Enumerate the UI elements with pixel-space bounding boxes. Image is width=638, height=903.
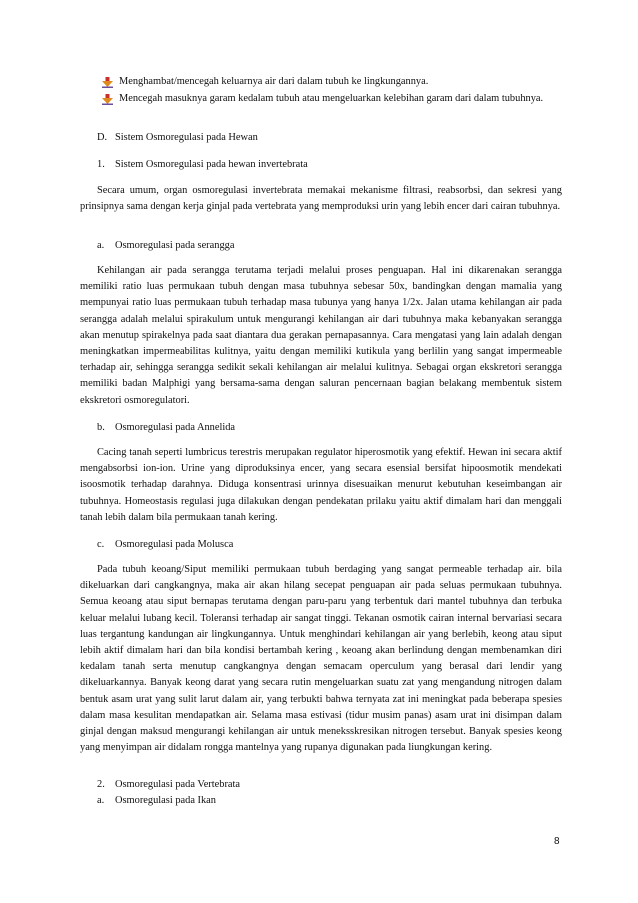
paragraph-annelida: Cacing tanah seperti lumbricus terestris merupakan regulator hiperosmotik yang efektif. Hewan ini secara aktif mengabsorbsi ion-ion. Urine yang diproduksinya encer, yang secara esensial bersifat hipoosmotik mendekati isoosmotik terhadap darahnya. Diduga konsentrasi urinnya disesuaikan menurut kebutuhan keseimbangan air tubuhnya. Homeostasis regulasi juga dilakukan dengan pendekatan prilaku yaitu aktif dimalam hari dan menggali tanah lebih dalam bila permukaan tanah kering. (80, 447, 562, 523)
arrow-bullet-icon (102, 94, 113, 105)
subsection-title: Osmoregulasi pada Vertebrata (115, 779, 241, 790)
subsection-title: Osmoregulasi pada Annelida (115, 422, 236, 433)
paragraph-intro: Secara umum, organ osmoregulasi invertebrata memakai mekanisme filtrasi, reabsorbsi, dan sekresi yang prinsipnya sama dengan kerja ginjal pada vertebrata yang memproduksi urin yang lebih encer dari cairan tubuhnya. (80, 185, 562, 213)
bullet-item (119, 74, 562, 90)
section-number: D. (97, 132, 108, 143)
subsection-number: 1. (97, 159, 105, 170)
subsection-title: Osmoregulasi pada Molusca (115, 539, 234, 550)
page-number: 8 (554, 836, 560, 847)
paragraph-serangga: Kehilangan air pada serangga terutama terjadi melalui proses penguapan. Hal ini dikarenakan serangga memiliki ratio luas permukaan tubuh dengan masa tubuhnya sebesar 50x, bandingkan dengan mamalia yang mempunyai ratio luas permukaan tubuh terhadap masa tubunya yang hanya 1/2x. Jalan utama kehilangan air pada serangga adalah melalui spirakulum untuk mengurangi kehilangan air dari tubuhnya maka kebanyakan serangga akan menutup spirakelnya pada saat diantara dua gerakan pernapasannya. Cara mengatasi yang lain adalah dengan meningkatkan impermeabilitas kulitnya, yaitu dengan memiliki kutikula yang berlilin yang sangat impermeable terhadap air, sehingga serangga sedikit sekali kehilangan air melalui kulitnya. Sebagai organ ekskretori serangga memiliki badan Malphigi yang bersama-sama dengan saluran pencernaan bagian belakang membentuk sistem ekskretori osmoregulatori. (80, 265, 562, 406)
bullet-item (119, 91, 562, 107)
subsection-title: Osmoregulasi pada Ikan (115, 795, 216, 806)
bullet-text: Menghambat/mencegah keluarnya air dari dalam tubuh ke lingkungannya. (119, 76, 429, 87)
subsection-number: c. (97, 539, 105, 550)
section-title: Sistem Osmoregulasi pada Hewan (115, 132, 258, 143)
paragraph-molusca: Pada tubuh keoang/Siput memiliki permukaan tubuh berdaging yang sangat permeable terhadap air. bila dikeluarkan dari cangkangnya, maka air akan hilang secepat penguapan air pada seluas permukaan tubuhnya. Semua keoang atau siput bernapas terutama dengan paru-paru yang terbentuk dari mantel tubuhnya dan terbuka keluar melalui lubang kecil. Toleransi terhadap air sangat tinggi. Tekanan osmotik cairan internal bervariasi secara luas tergantung kandungan air lingkungannya. Untuk menghindari kehilangan air yang berlebih, keong atau siput lebih aktif dimalam hari dan bila kondisi bertambah kering , keoang akan berlindung dengan membenamkan diri kedalam tanah serta menutup cangkangnya dengan semacam operculum yang berasal dari lendir yang dikeluarkannya. Banyak keong darat yang secara rutin mengeluarkan suatu zat yang mengandung nitrogen dalam bentuk asam urat yang sulit larut dalam air, yang terbukti bahwa ternyata zat ini meningkat pada beberapa spesies dalam masa kesulitan mendapatkan air. Selama masa estivasi (tidur musim panas) asam urat ini disimpan dalam ginjal dengan maksud mengurangi kehilangan air untuk meneksskresikan nitrogen tersebut. Banyak spesies keong yang menyimpan air didalam rongga mantelnya yang rupanya digunakan pada liungkungan kering. (80, 564, 562, 754)
subsection-number: b. (97, 422, 105, 433)
subsection-number: 2. (97, 779, 105, 790)
subsection-number: a. (97, 795, 105, 806)
subsection-number: a. (97, 240, 105, 251)
arrow-bullet-icon (102, 77, 113, 88)
bullet-text: Mencegah masuknya garam kedalam tubuh atau mengeluarkan kelebihan garam dari dalam tubuhnya. (119, 93, 544, 104)
subsection-title: Osmoregulasi pada serangga (115, 240, 235, 251)
subsection-title: Sistem Osmoregulasi pada hewan invertebrata (115, 159, 308, 170)
